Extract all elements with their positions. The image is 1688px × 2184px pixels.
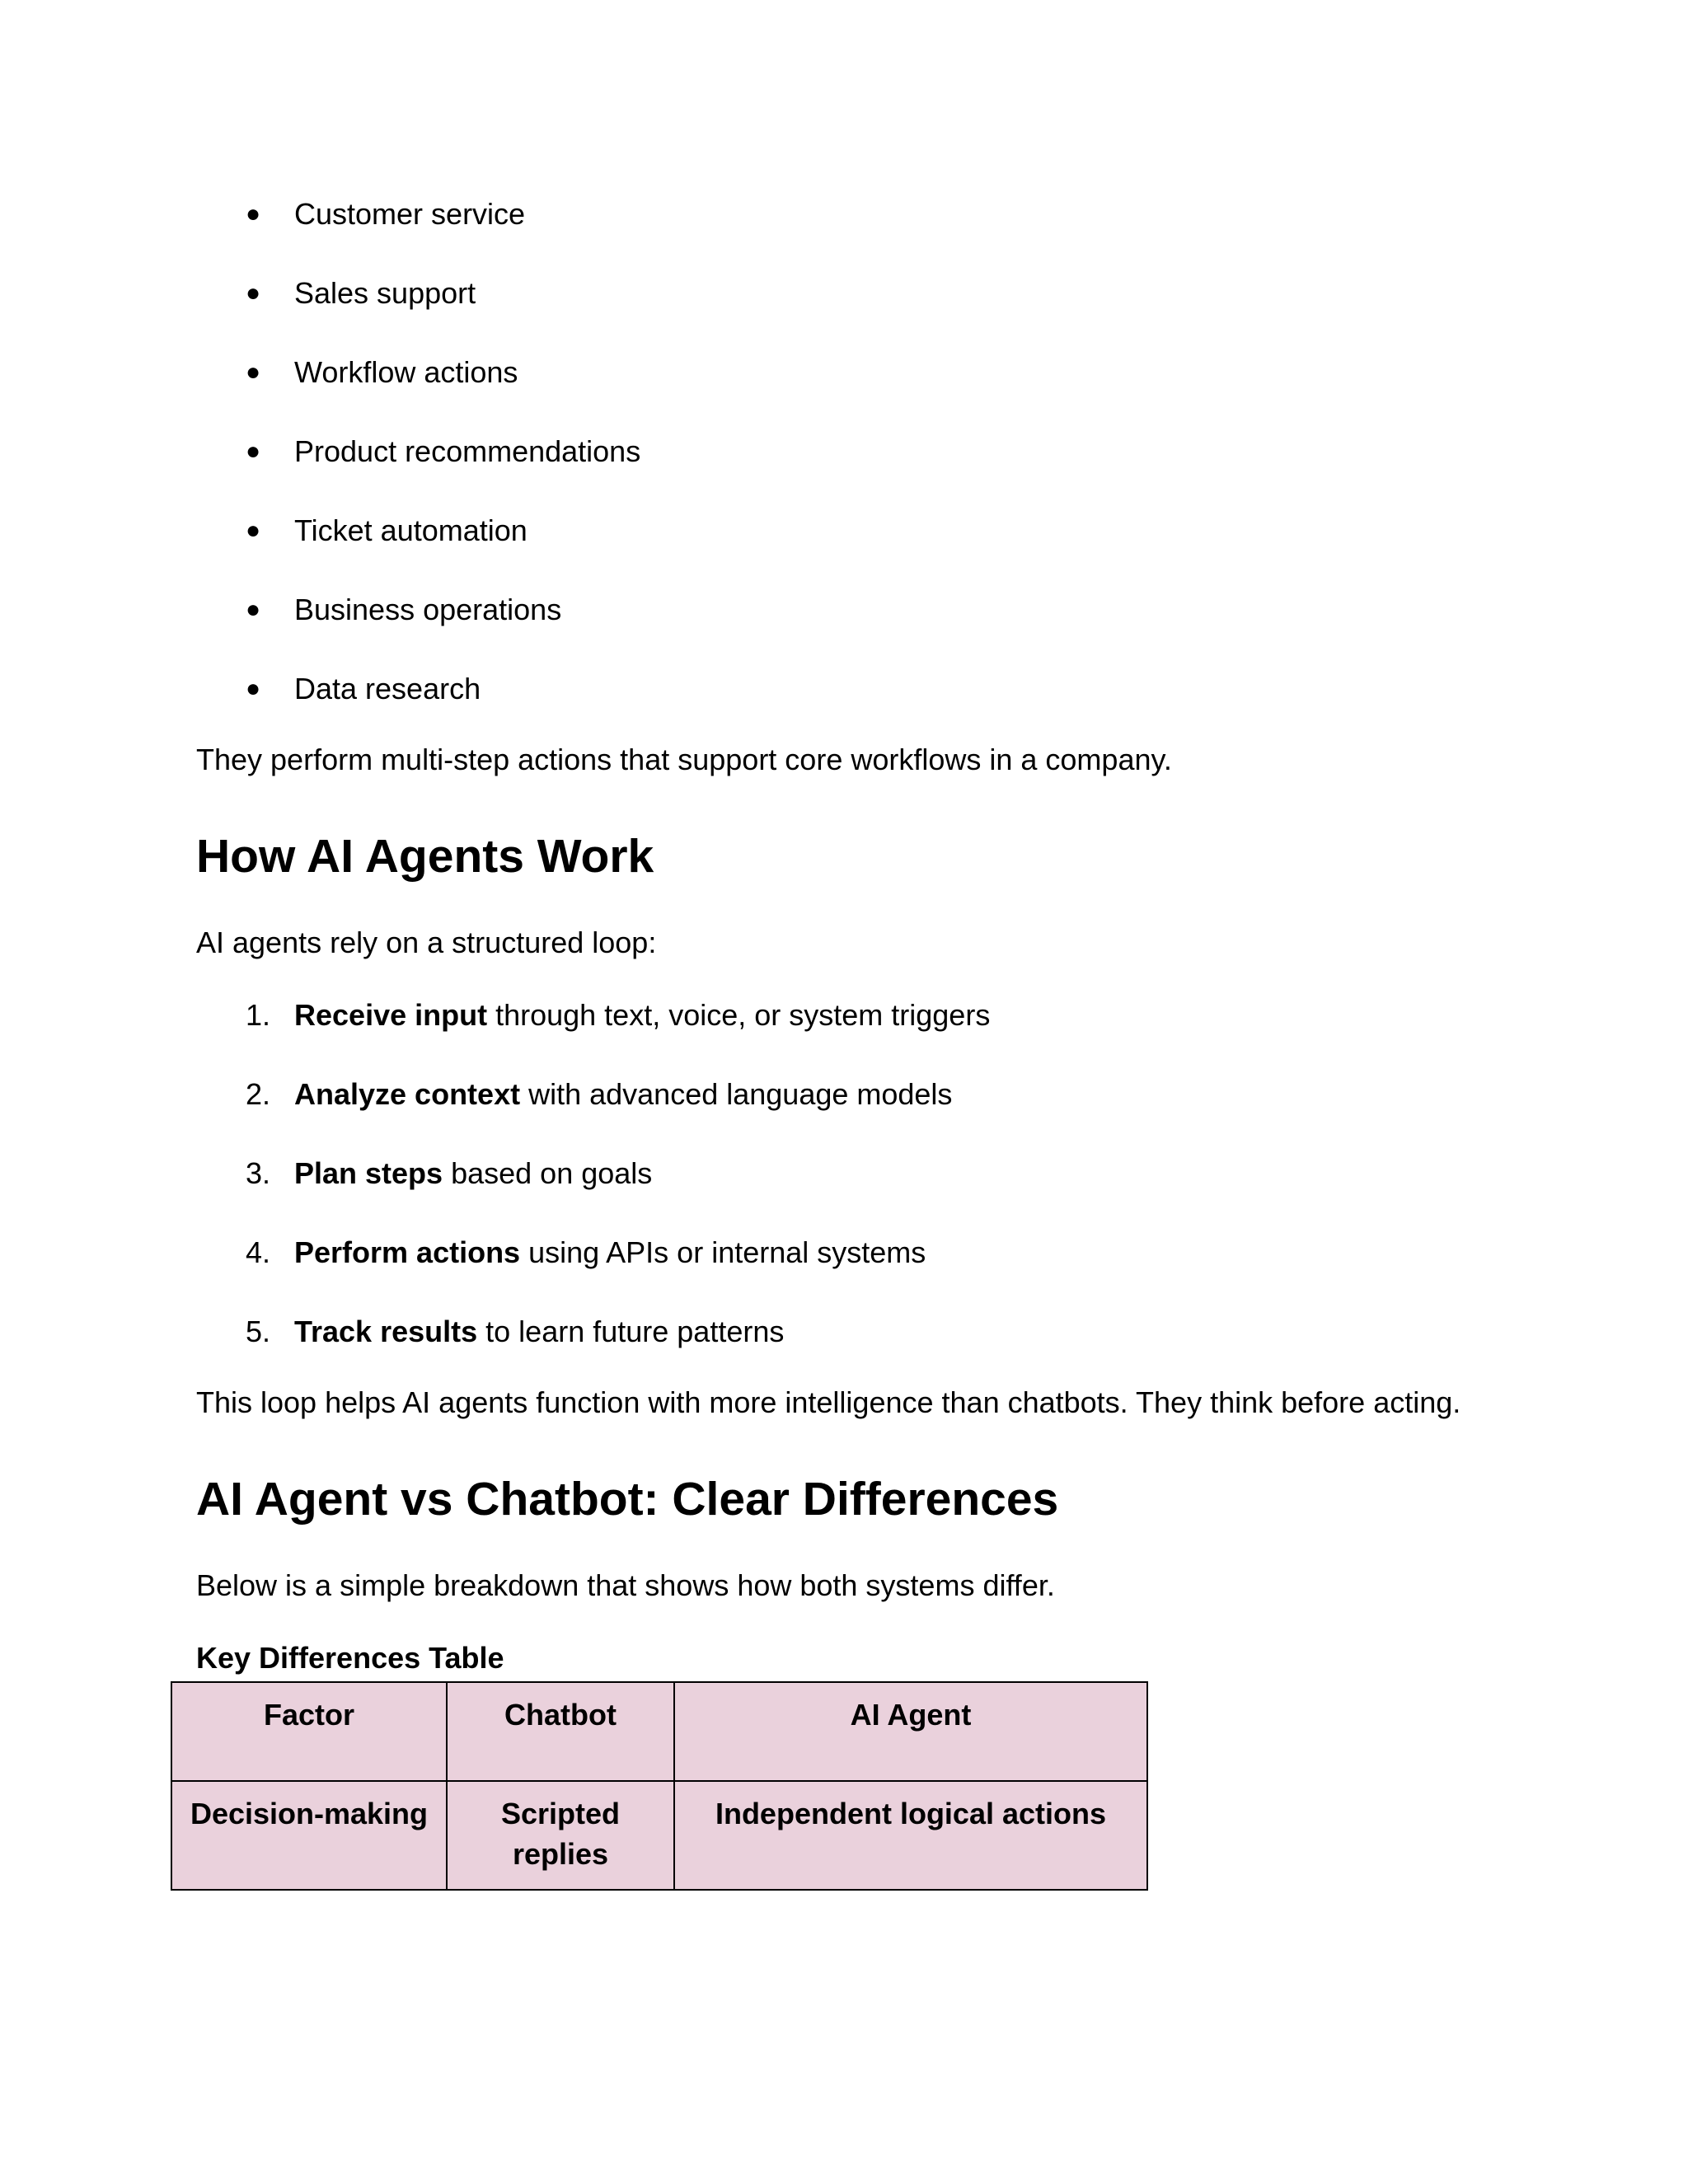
bullet-icon: ●: [246, 438, 261, 465]
list-number: 2.: [246, 1077, 271, 1111]
list-item-text: [294, 1076, 952, 1113]
table-header-row: [171, 1682, 1147, 1781]
list-item-text: Sales support: [294, 276, 476, 310]
differences-table: [171, 1681, 1148, 1891]
step-title: Analyze context: [294, 1077, 521, 1111]
step-description: based on goals: [443, 1156, 653, 1190]
list-number: 4.: [246, 1235, 271, 1269]
table-title: Key Differences Table: [196, 1641, 504, 1675]
table-row: [171, 1781, 1147, 1890]
list-item-text: Data research: [294, 672, 481, 705]
list-item-text: [294, 1235, 926, 1271]
list-item-text: Business operations: [294, 593, 562, 626]
section-how-intro: AI agents rely on a structured loop:: [196, 926, 657, 959]
bullet-icon: ●: [246, 359, 261, 386]
step-description: through text, voice, or system triggers: [487, 998, 991, 1032]
list-item-text: [294, 1314, 784, 1350]
table-header-factor: Factor: [171, 1682, 447, 1781]
section-how-summary: This loop helps AI agents function with more intelligence than chatbots. They think before acting.: [196, 1385, 1461, 1419]
bullet-icon: ●: [246, 596, 261, 623]
step-title: Receive input: [294, 998, 488, 1032]
step-title: Track results: [294, 1315, 478, 1348]
section-compare-intro: Below is a simple breakdown that shows how both systems differ.: [196, 1568, 1055, 1602]
step-description: with advanced language models: [520, 1077, 953, 1111]
section-heading-compare: AI Agent vs Chatbot: Clear Differences: [196, 1473, 1059, 1526]
list-item-text: Ticket automation: [294, 513, 528, 547]
list-item-text: Workflow actions: [294, 355, 518, 389]
bullet-icon: ●: [246, 517, 261, 544]
list-item-text: [294, 997, 990, 1033]
step-description: using APIs or internal systems: [520, 1235, 926, 1269]
section-heading-how: How AI Agents Work: [196, 830, 654, 883]
step-title: Perform actions: [294, 1235, 521, 1269]
bullet-icon: ●: [246, 675, 261, 702]
list-item-text: Product recommendations: [294, 434, 641, 468]
list-number: 1.: [246, 998, 271, 1032]
table-cell-factor: Decision-making: [171, 1781, 447, 1890]
table-header-ai-agent: AI Agent: [674, 1682, 1147, 1781]
step-title: Plan steps: [294, 1156, 443, 1190]
intro-summary: They perform multi-step actions that support core workflows in a company.: [196, 743, 1172, 776]
step-description: to learn future patterns: [477, 1315, 785, 1348]
table-cell-ai-agent: Independent logical actions: [674, 1781, 1147, 1890]
list-number: 5.: [246, 1315, 271, 1348]
list-item-text: Customer service: [294, 197, 526, 231]
list-item-text: [294, 1155, 652, 1192]
table-cell-chatbot: Scripted replies: [447, 1781, 674, 1890]
bullet-icon: ●: [246, 279, 261, 307]
table-header-chatbot: Chatbot: [447, 1682, 674, 1781]
bullet-icon: ●: [246, 200, 261, 227]
list-number: 3.: [246, 1156, 271, 1190]
